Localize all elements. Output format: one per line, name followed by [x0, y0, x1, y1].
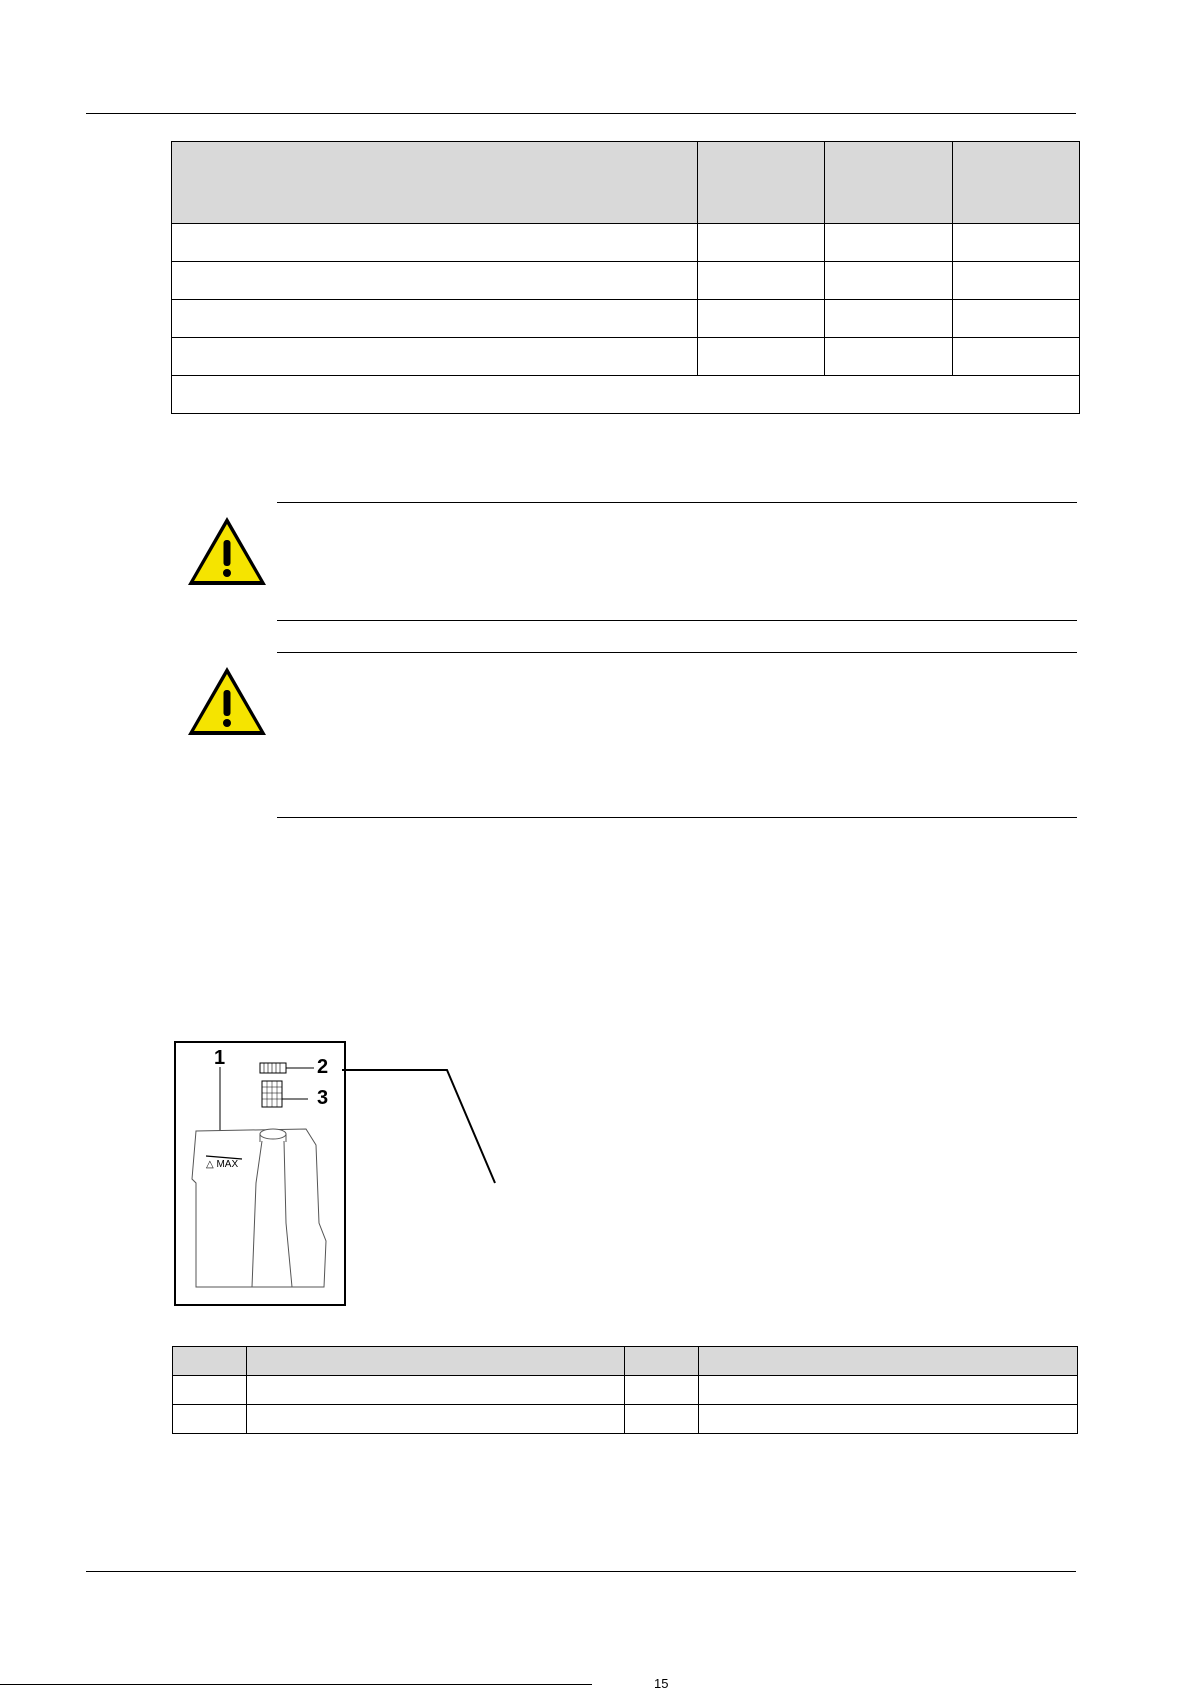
table-cell: [172, 224, 698, 262]
table-cell: [952, 338, 1079, 376]
warning-triangle-icon: [185, 514, 269, 588]
header-cell: [246, 1347, 625, 1376]
table-row: [172, 262, 1080, 300]
table-footnote-row: [172, 376, 1080, 414]
canister-figure: [174, 1041, 346, 1306]
page-number: 15: [654, 1676, 669, 1691]
header-cell: [173, 1347, 247, 1376]
table-cell: [173, 1405, 247, 1434]
table-row: [172, 224, 1080, 262]
table-cell: [952, 300, 1079, 338]
table-cell: [173, 1376, 247, 1405]
table-cell: [246, 1405, 625, 1434]
header-rule: [86, 113, 1076, 114]
header-cell: [172, 142, 698, 224]
table-cell: [698, 262, 825, 300]
table-cell: [172, 262, 698, 300]
max-fill-label: △ MAX: [206, 1159, 239, 1170]
table-cell: [952, 224, 1079, 262]
header-cell: [952, 142, 1079, 224]
warning-1-top-rule: [277, 502, 1077, 503]
canister-drawing: [176, 1043, 344, 1304]
warning-2-bottom-rule: [277, 817, 1077, 818]
table-cell: [625, 1376, 699, 1405]
table-row: [173, 1405, 1078, 1434]
warning-2-top-rule: [277, 652, 1077, 653]
table-row: [172, 300, 1080, 338]
table-cell: [625, 1405, 699, 1434]
table-cell: [698, 224, 825, 262]
table-cell: [825, 300, 952, 338]
spec-table: [171, 141, 1080, 414]
footer-rule: [86, 1571, 1076, 1572]
table-cell: [246, 1376, 625, 1405]
table-header-row: [173, 1347, 1078, 1376]
table-cell: [172, 338, 698, 376]
table-cell: [172, 376, 1080, 414]
table-cell: [952, 262, 1079, 300]
table-row: [173, 1376, 1078, 1405]
table-header-row: [172, 142, 1080, 224]
warning-triangle-icon: [185, 664, 269, 738]
header-cell: [825, 142, 952, 224]
header-cell: [625, 1347, 699, 1376]
table-cell: [698, 300, 825, 338]
callout-1: 1: [214, 1047, 226, 1069]
parts-table: [172, 1346, 1078, 1434]
warning-1-bottom-rule: [277, 620, 1077, 621]
table-cell: [825, 262, 952, 300]
header-cell: [698, 142, 825, 224]
table-cell: [699, 1376, 1078, 1405]
callout-3: 3: [317, 1087, 329, 1109]
figure-leader-line: [340, 1060, 510, 1190]
callout-2: 2: [317, 1056, 329, 1078]
header-cell: [699, 1347, 1078, 1376]
table-cell: [825, 338, 952, 376]
table-cell: [698, 338, 825, 376]
table-cell: [172, 300, 698, 338]
table-cell: [699, 1405, 1078, 1434]
table-row: [172, 338, 1080, 376]
table-cell: [825, 224, 952, 262]
